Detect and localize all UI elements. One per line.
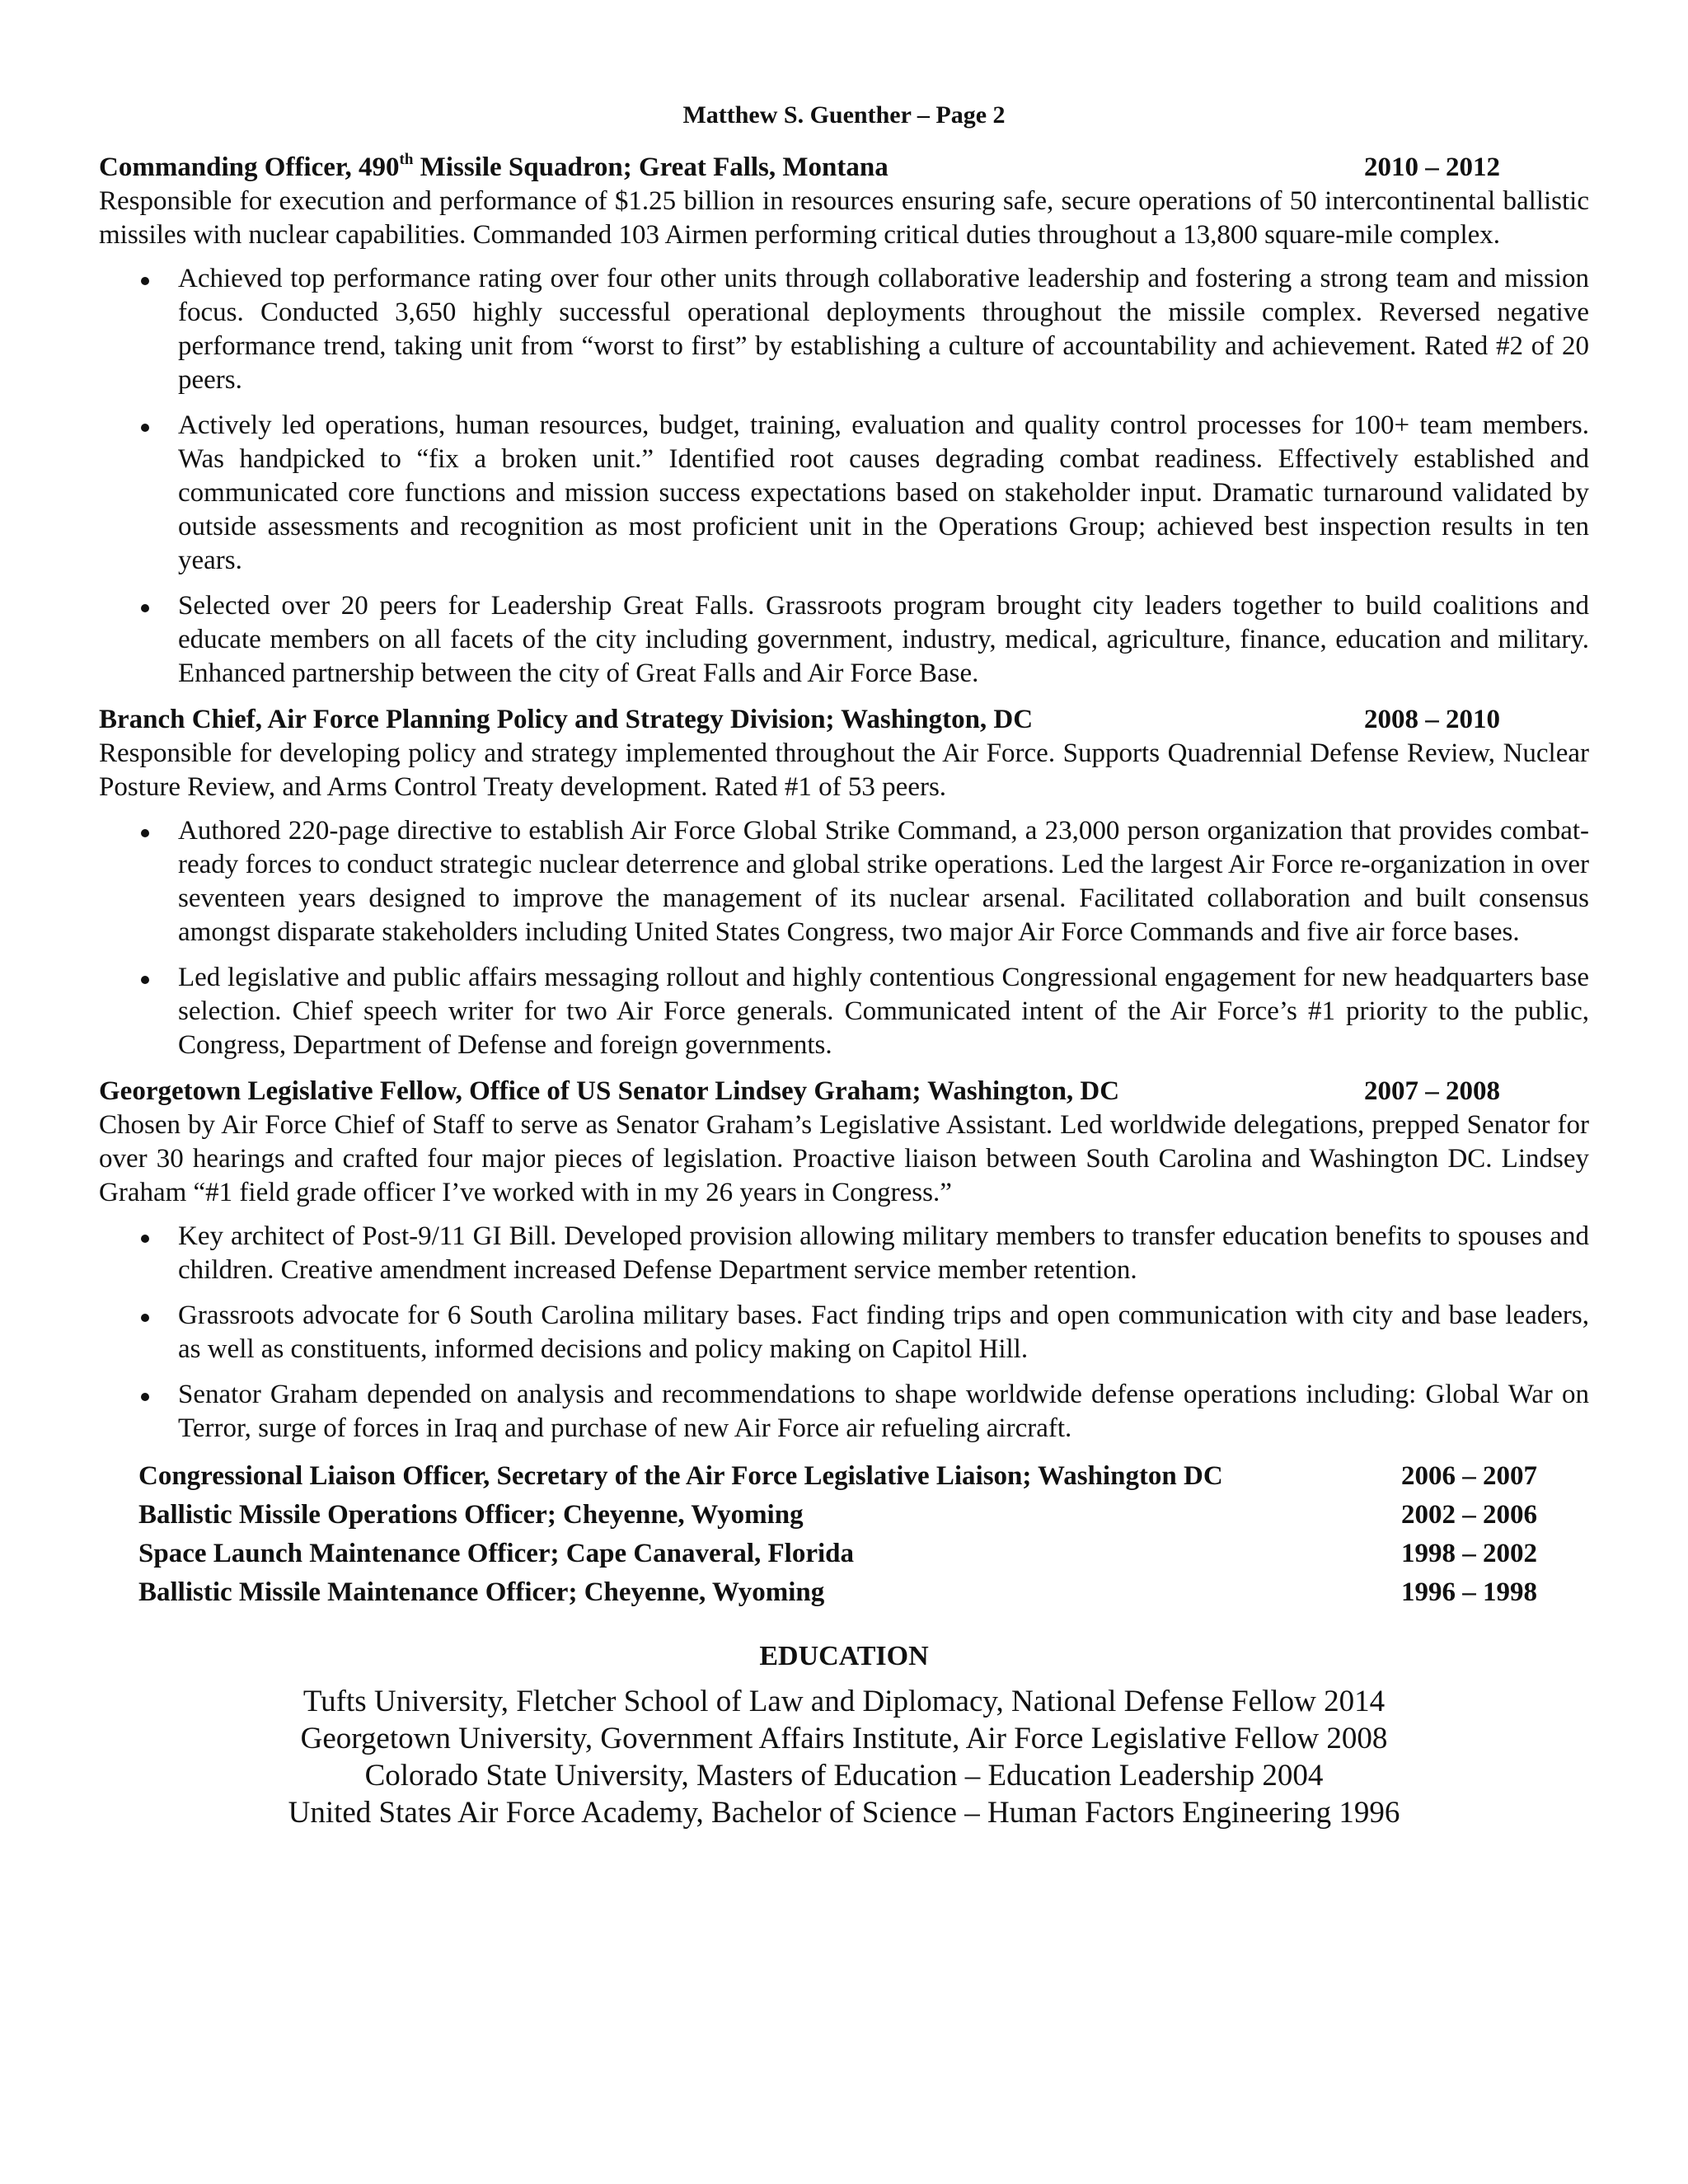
bullet-item: Grassroots advocate for 6 South Carolina military bases. Fact finding trips and open communication with city and base leaders, as well as constituents, informed decisions and policy making on Capitol Hill. [99,1299,1589,1366]
resume-page [99,99,1589,1831]
education-entry: Colorado State University, Masters of Education – Education Leadership 2004 [364,1759,1324,1793]
job-dates: 2008 – 2010 [1364,705,1500,734]
bullet-icon [141,1314,149,1322]
position-title: Congressional Liaison Officer, Secretary of the Air Force Legislative Liaison; Washington DC [138,1461,1223,1491]
bullet-icon [141,424,149,432]
job-entry [99,702,1589,1062]
education-list [99,1683,1589,1831]
education-entry: Tufts University, Fletcher School of Law and Diplomacy, National Defense Fellow 2014 [302,1685,1386,1718]
job-bullets [99,814,1589,1062]
position-dates: 2006 – 2007 [1401,1461,1537,1491]
job-title-row [99,702,1500,737]
earlier-position-row [138,1573,1537,1612]
position-title: Ballistic Missile Operations Officer; Cheyenne, Wyoming [138,1500,804,1530]
job-dates: 2010 – 2012 [1364,152,1500,182]
job-title: Commanding Officer, 490th Missile Squadron; Great Falls, Montana [99,151,889,182]
job-summary: Responsible for execution and performance of $1.25 billion in resources ensuring safe, secure operations of 50 intercontinental ballistic missiles with nuclear capabilities. Commanded 103 Airmen performing critical duties throughout a 13,800 square-mile complex. [99,186,1589,250]
job-entry [99,150,1589,691]
bullet-icon [141,1393,149,1401]
education-heading: EDUCATION [759,1641,929,1671]
earlier-position-row [138,1496,1537,1535]
ordinal-suffix: th [399,151,414,168]
bullet-item: Actively led operations, human resources, budget, training, evaluation and quality control processes for 100+ team members. Was handpicked to “fix a broken unit.” Identified root causes degrading combat readiness. Effectively established and communicated core functions and mission success expectations based on stakeholder input. Dramatic turnaround validated by outside assessments and recognition as most proficient unit in the Operations Group; achieved best inspection results in ten years. [99,409,1589,578]
job-entry [99,1074,1589,1446]
position-title: Ballistic Missile Maintenance Officer; Cheyenne, Wyoming [138,1577,825,1607]
bullet-item: Achieved top performance rating over four other units through collaborative leadership and fostering a strong team and mission focus. Conducted 3,650 highly successful operational deployments throughout the missile complex. Reversed negative performance trend, taking unit from “worst to first” by establishing a culture of accountability and achievement. Rated #2 of 20 peers. [99,262,1589,397]
job-dates: 2007 – 2008 [1364,1076,1500,1106]
bullet-icon [141,829,149,837]
bullet-item: Key architect of Post-9/11 GI Bill. Developed provision allowing military members to transfer education benefits to spouses and children. Creative amendment increased Defense Department service member retention. [99,1220,1589,1287]
page-header: Matthew S. Guenther – Page 2 [682,101,1006,129]
bullet-item: Senator Graham depended on analysis and recommendations to shape worldwide defense operations including: Global War on Terror, surge of forces in Iraq and purchase of new Air Force air refueling aircraft. [99,1378,1589,1446]
job-summary: Responsible for developing policy and strategy implemented throughout the Air Force. Supports Quadrennial Defense Review, Nuclear Posture Review, and Arms Control Treaty development. Rated #1 of 53 peers. [99,738,1589,802]
job-title: Georgetown Legislative Fellow, Office of US Senator Lindsey Graham; Washington, DC [99,1076,1120,1106]
bullet-icon [141,976,149,984]
position-title: Space Launch Maintenance Officer; Cape Canaveral, Florida [138,1539,854,1568]
job-title: Branch Chief, Air Force Planning Policy and Strategy Division; Washington, DC [99,705,1034,734]
bullet-icon [141,1235,149,1243]
bullet-icon [141,604,149,612]
earlier-position-row [138,1535,1537,1573]
bullet-item: Selected over 20 peers for Leadership Great Falls. Grassroots program brought city leaders together to build coalitions and educate members on all facets of the city including government, industry, medical, agriculture, finance, education and military. Enhanced partnership between the city of Great Falls and Air Force Base. [99,589,1589,691]
education-entry: Georgetown University, Government Affairs Institute, Air Force Legislative Fellow 2008 [300,1722,1388,1755]
job-title-row [99,1074,1500,1108]
earlier-position-row [138,1457,1537,1496]
position-dates: 1996 – 1998 [1401,1577,1537,1607]
job-title-row [99,150,1500,185]
job-bullets [99,262,1589,691]
bullet-icon [141,277,149,285]
job-summary: Chosen by Air Force Chief of Staff to serve as Senator Graham’s Legislative Assistant. Led worldwide delegations, prepped Senator for over 30 hearings and crafted four major pieces of legislation. Proactive liaison between South Carolina and Washington DC. Lindsey Graham “#1 field grade officer I’ve worked with in my 26 years in Congress.” [99,1110,1589,1207]
earlier-positions [138,1457,1537,1612]
bullet-item: Led legislative and public affairs messaging rollout and highly contentious Congressional engagement for new headquarters base selection. Chief speech writer for two Air Force generals. Communicated intent of the Air Force’s #1 priority to the public, Congress, Department of Defense and foreign governments. [99,961,1589,1062]
position-dates: 2002 – 2006 [1401,1500,1537,1530]
education-entry: United States Air Force Academy, Bachelor of Science – Human Factors Engineering 1996 [288,1796,1400,1830]
bullet-item: Authored 220-page directive to establish Air Force Global Strike Command, a 23,000 person organization that provides combat-ready forces to conduct strategic nuclear deterrence and global strike operations. Led the largest Air Force re-organization in over seventeen years designed to improve the management of its nuclear arsenal. Facilitated collaboration and built consensus amongst disparate stakeholders including United States Congress, two major Air Force Commands and five air force bases. [99,814,1589,949]
position-dates: 1998 – 2002 [1401,1539,1537,1568]
job-bullets [99,1220,1589,1446]
